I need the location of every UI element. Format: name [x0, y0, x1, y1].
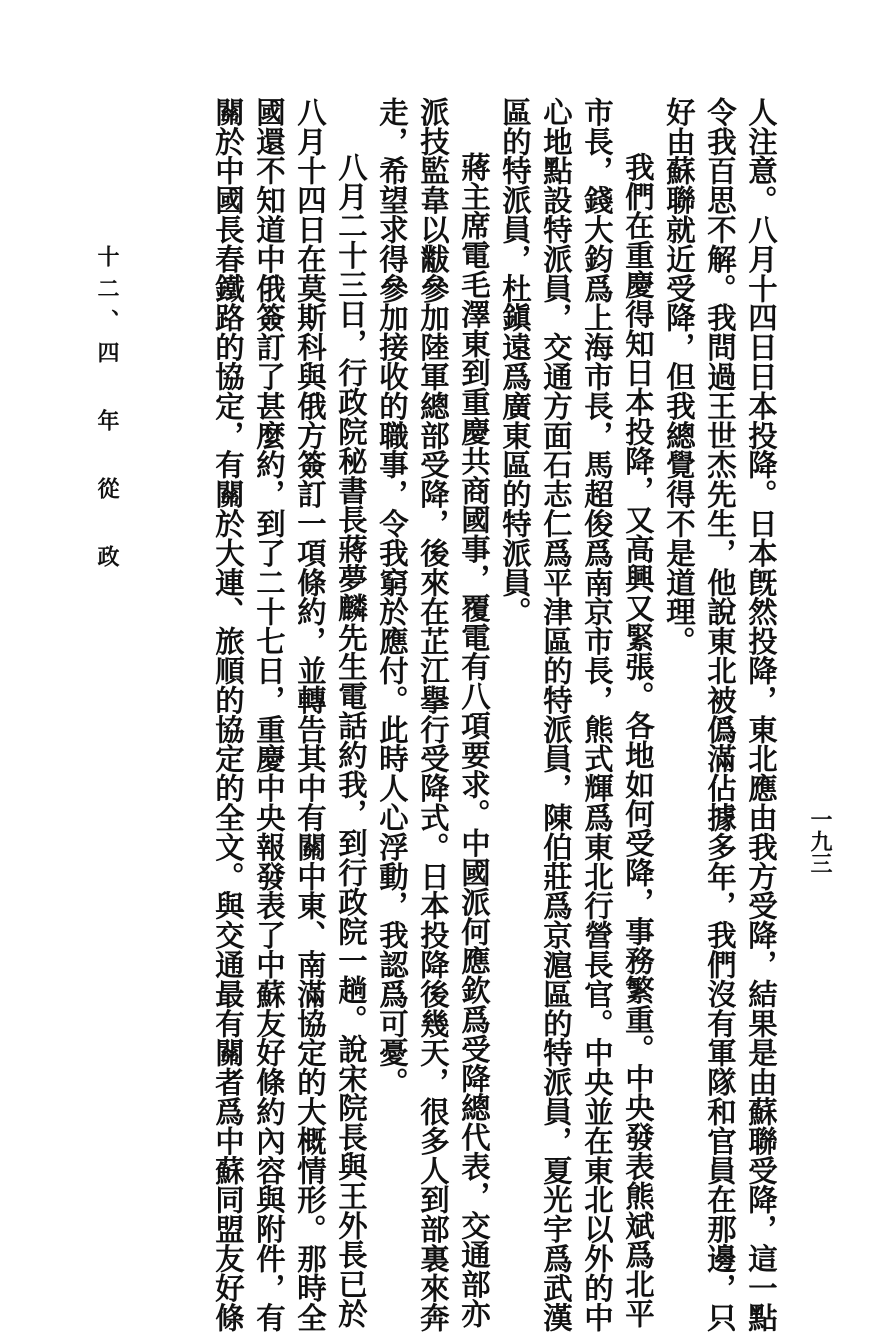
running-title: 十二、四 年 從 政 [94, 245, 120, 577]
page-number: 一九三 [807, 808, 833, 874]
text-column: 好由蘇聯就近受降，但我總覺得不是道理。 [662, 97, 697, 656]
text-column: 人注意。八月十四日日本投降。日本旣然投降，東北應由我方受降，結果是由蘇聯受降，這一點 [744, 97, 779, 1332]
text-column: 市長，錢大鈞爲上海市長，馬超俊爲南京市長，熊式輝爲東北行營長官。中央並在東北以外的中 [580, 97, 615, 1332]
text-column: 蔣主席電毛澤東到重慶共商國事，覆電有八項要求。中國派何應欽爲受降總代表，交通部亦 [457, 152, 492, 1328]
text-column: 我們在重慶得知日本投降，又高興又緊張。各地如何受降，事務繁重。中央發表熊斌爲北平 [621, 152, 656, 1328]
text-column: 令我百思不解。我問過王世杰先生，他說東北被僞滿佔據多年，我們沒有軍隊和官員在那邊，只 [703, 97, 738, 1332]
text-column: 八月二十三日，行政院秘書長蔣夢麟先生電話約我，到行政院一趟。說宋院長與王外長已於 [334, 152, 369, 1328]
text-column: 八月十四日在莫斯科與俄方簽訂一項條約，並轉告其中有關中東、南滿協定的大概情形。那時全 [293, 97, 328, 1332]
text-column: 派技監韋以黻參加陸軍總部受降，後來在芷江擧行受降式。日本投降後幾天，很多人到部裏來奔 [416, 97, 451, 1332]
text-column: 國還不知道中俄簽訂了甚麼約，到了二十七日，重慶中央報發表了中蘇友好條約內容與附件，有 [252, 97, 287, 1332]
text-column: 走，希望求得參加接收的職事，令我窮於應付。此時人心浮動，我認爲可憂。 [375, 97, 410, 1097]
text-column: 心地點設特派員，交通方面石志仁爲平津區的特派員，陳伯莊爲京滬區的特派員，夏光宇爲武漢 [539, 97, 574, 1332]
text-column: 關於中國長春鐵路的協定，有關於大連、旅順的協定的全文。與交通最有關者爲中蘇同盟友好條 [211, 97, 246, 1332]
text-column: 區的特派員，杜鎭遠爲廣東區的特派員。 [498, 97, 533, 627]
